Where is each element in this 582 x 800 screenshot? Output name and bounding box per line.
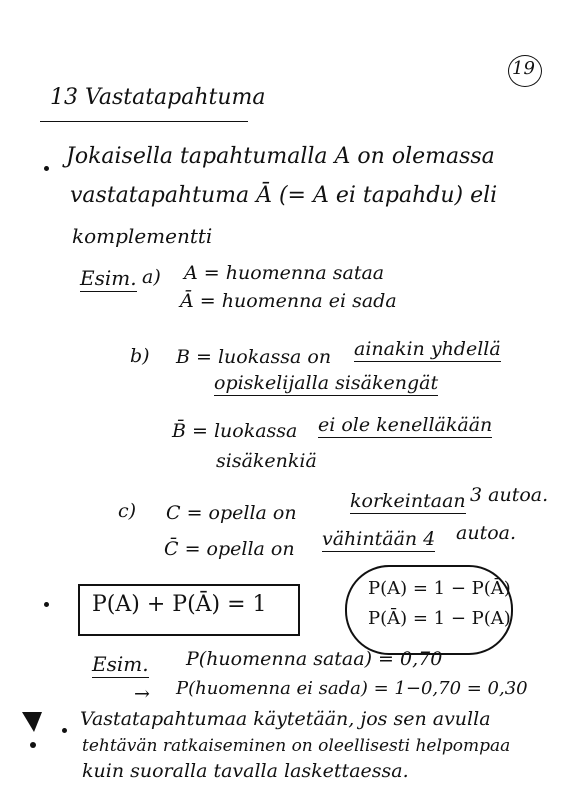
- example-2-label: Esim.: [92, 652, 149, 676]
- note-line-3: kuin suoralla tavalla laskettaessa.: [82, 760, 409, 782]
- example-c-line-1-underlined: korkeintaan: [350, 490, 466, 512]
- example-b-line-3-underlined: ei ole kenelläkään: [318, 414, 493, 436]
- example-c-line-1-pre: C = opella on: [166, 502, 297, 524]
- formula-text: P(A) + P(Ā) = 1: [92, 592, 267, 617]
- bullet-dot: [62, 728, 67, 733]
- note-line-2: tehtävän ratkaiseminen on oleellisesti helpompaa: [82, 736, 511, 756]
- arrow-icon: →: [134, 683, 150, 705]
- example-a-line-2: Ā = huomenna ei sada: [180, 290, 397, 312]
- example-b-line-4: sisäkenkiä: [216, 450, 317, 472]
- example-2-line-2: P(huomenna ei sada) = 1−0,70 = 0,30: [176, 678, 528, 699]
- cloud-line-1: P(A) = 1 − P(Ā): [368, 578, 511, 599]
- example-b-label: b): [130, 345, 150, 367]
- example-a-line-1: A = huomenna sataa: [184, 262, 385, 284]
- example-label: Esim.: [80, 266, 137, 290]
- example-2-line-1: P(huomenna sataa) = 0,70: [186, 648, 443, 670]
- intro-line-2: vastatapahtuma Ā (= A ei tapahdu) eli: [70, 183, 498, 208]
- example-c-label: c): [118, 500, 137, 522]
- page-number: 19: [512, 58, 535, 79]
- example-a-label: a): [142, 266, 161, 288]
- example-c-line-2-post: autoa.: [456, 522, 517, 544]
- example-b-line-2-underlined: opiskelijalla sisäkengät: [214, 372, 439, 394]
- note-line-1: Vastatapahtumaa käytetään, jos sen avulla: [80, 708, 491, 730]
- example-c-line-2-underlined: vähintään 4: [322, 528, 436, 550]
- example-c-line-1-post: 3 autoa.: [470, 484, 549, 506]
- intro-line-3: komplementti: [72, 224, 213, 248]
- section-heading: 13 Vastatapahtuma: [50, 85, 266, 110]
- example-b-line-1-pre: B = luokassa on: [176, 346, 332, 368]
- example-b-line-3-pre: B̄ = luokassa: [172, 420, 298, 442]
- cloud-line-2: P(Ā) = 1 − P(A): [368, 608, 511, 629]
- intro-line-1: Jokaisella tapahtumalla A on olemassa: [66, 144, 495, 169]
- example-c-line-2-pre: C̄ = opella on: [164, 538, 295, 560]
- example-b-line-1-underlined: ainakin yhdellä: [354, 338, 501, 360]
